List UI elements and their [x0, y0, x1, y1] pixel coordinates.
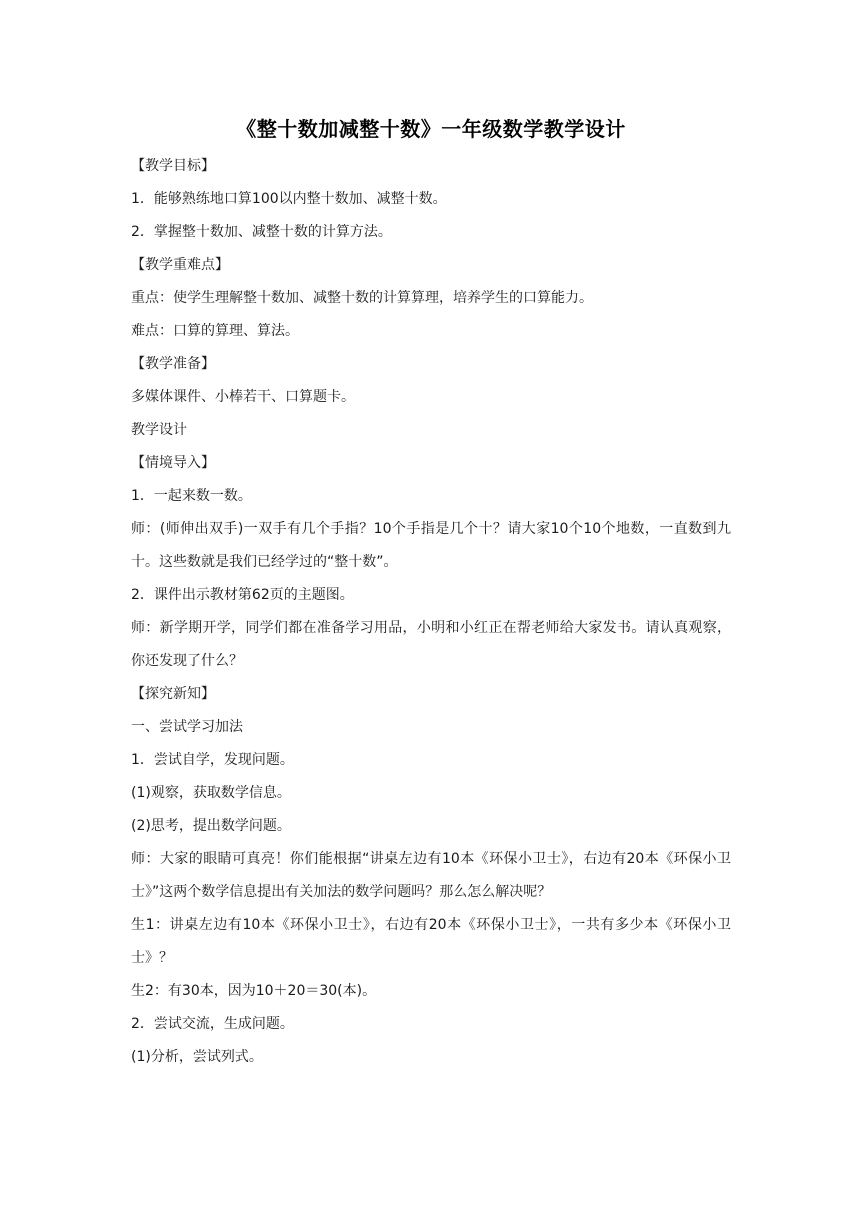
preparation-materials: 多媒体课件、小棒若干、口算题卡。	[131, 389, 355, 405]
document-body	[131, 112, 731, 1074]
section-heading-objectives: 【教学目标】	[131, 158, 215, 174]
teacher-dialogue-counting: 师：(师伸出双手)一双手有几个手指？10个手指是几个十？请大家10个10个地数，一直数到九十。这些数就是我们已经学过的“整十数”。	[131, 521, 731, 570]
section-heading-explore: 【探究新知】	[131, 686, 215, 702]
addition-step-2: 2．尝试交流，生成问题。	[131, 1016, 294, 1032]
section-heading-introduction: 【情境导入】	[131, 455, 215, 471]
addition-step-1-a: (1)观察，获取数学信息。	[131, 785, 291, 801]
teacher-dialogue-question: 师：大家的眼睛可真亮！你们能根据“讲桌左边有10本《环保小卫士》，右边有20本《环保小卫士》”这两个数学信息提出有关加法的数学问题吗？那么怎么解决呢？	[131, 851, 731, 900]
intro-step-2: 2．课件出示教材第62页的主题图。	[131, 587, 354, 603]
addition-step-1-b: (2)思考，提出数学问题。	[131, 818, 291, 834]
teacher-dialogue-observe: 师：新学期开学，同学们都在准备学习用品，小明和小红正在帮老师给大家发书。请认真观察，你还发现了什么？	[131, 620, 731, 669]
addition-step-1: 1．尝试自学，发现问题。	[131, 752, 294, 768]
difficult-point: 难点：口算的算理、算法。	[131, 323, 299, 339]
student-1-answer: 生1：讲桌左边有10本《环保小卫士》，右边有20本《环保小卫士》，一共有多少本《环保小卫士》？	[131, 917, 731, 966]
section-heading-preparation: 【教学准备】	[131, 356, 215, 372]
student-2-answer: 生2：有30本，因为10＋20＝30(本)。	[131, 983, 377, 999]
teaching-design-label: 教学设计	[131, 422, 187, 438]
section-heading-key-points: 【教学重难点】	[131, 257, 229, 273]
addition-step-2-a: (1)分析，尝试列式。	[131, 1049, 263, 1065]
intro-step-1: 1．一起来数一数。	[131, 488, 252, 504]
key-point: 重点：使学生理解整十数加、减整十数的计算算理，培养学生的口算能力。	[131, 290, 593, 306]
objective-item-1: 1．能够熟练地口算100以内整十数加、减整十数。	[131, 191, 447, 207]
objective-item-2: 2．掌握整十数加、减整十数的计算方法。	[131, 224, 392, 240]
document-title: 《整十数加减整十数》一年级数学教学设计	[236, 117, 626, 141]
subsection-addition: 一、尝试学习加法	[131, 719, 243, 735]
